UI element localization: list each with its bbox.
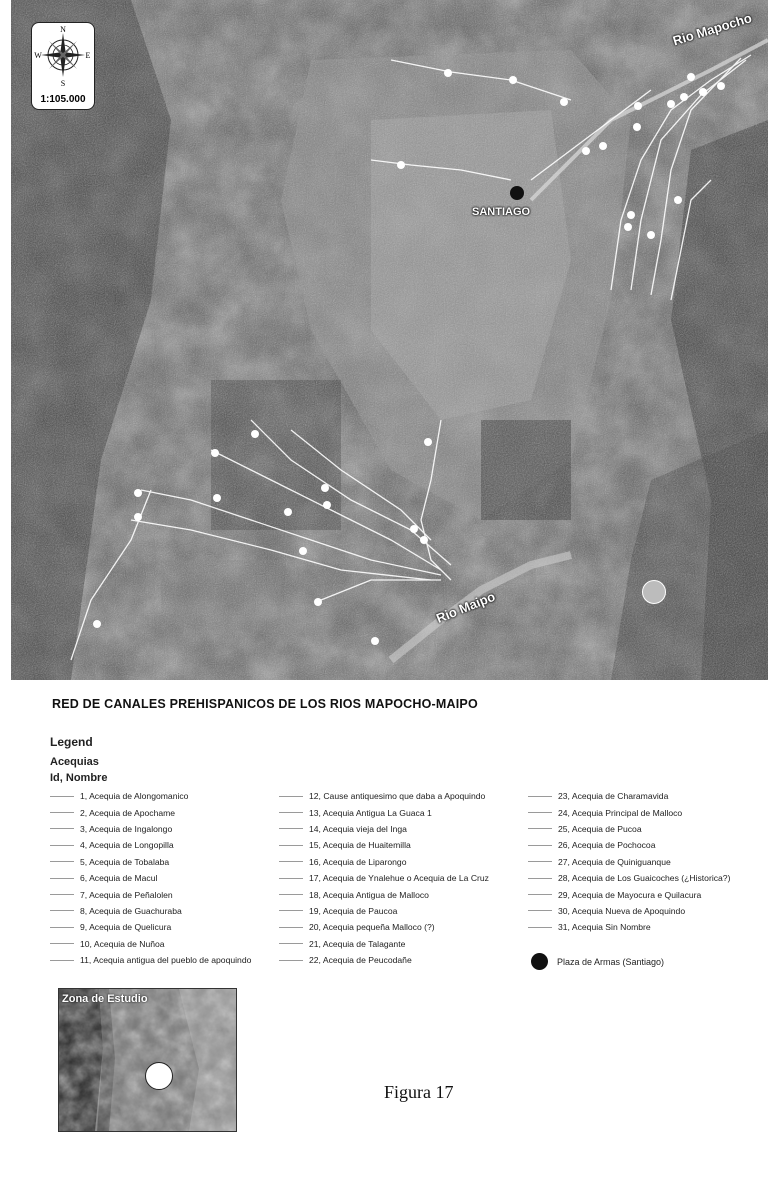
- line-swatch: [528, 861, 552, 862]
- line-swatch: [50, 878, 74, 879]
- legend-item: 20, Acequia pequeña Malloco (?): [279, 919, 529, 935]
- line-swatch: [528, 927, 552, 928]
- map-imagery: [11, 0, 768, 680]
- legend-item: 26, Acequia de Pochocoa: [528, 837, 758, 853]
- line-swatch: [279, 812, 303, 813]
- line-swatch: [279, 910, 303, 911]
- legend-item: 21, Acequia de Talagante: [279, 936, 529, 952]
- map-title: RED DE CANALES PREHISPANICOS DE LOS RIOS MAPOCHO-MAIPO: [52, 697, 478, 711]
- legend-column-2: [279, 788, 529, 968]
- inset-imagery: [59, 989, 236, 1131]
- inset-study-zone: [58, 988, 237, 1132]
- legend-item: 30, Acequia Nueva de Apoquindo: [528, 903, 758, 919]
- line-swatch: [528, 894, 552, 895]
- svg-text:E: E: [85, 51, 91, 60]
- line-swatch: [279, 845, 303, 846]
- line-swatch: [528, 910, 552, 911]
- line-swatch: [279, 796, 303, 797]
- legend-subheading: Acequias: [50, 756, 99, 768]
- legend-item: 16, Acequia de Liparongo: [279, 854, 529, 870]
- plaza-dot-icon: [531, 953, 548, 970]
- line-swatch: [528, 812, 552, 813]
- legend-item: 18, Acequia Antigua de Malloco: [279, 886, 529, 902]
- line-swatch: [528, 796, 552, 797]
- legend-item: 27, Acequia de Quiniguanque: [528, 854, 758, 870]
- legend-column-1: [50, 788, 280, 968]
- line-swatch: [279, 861, 303, 862]
- legend-item: 4, Acequia de Longopilla: [50, 837, 280, 853]
- line-swatch: [279, 927, 303, 928]
- legend-item: 9, Acequia de Quelicura: [50, 919, 280, 935]
- legend-item: 23, Acequia de Charamavida: [528, 788, 758, 804]
- line-swatch: [279, 943, 303, 944]
- line-swatch: [50, 828, 74, 829]
- compass-icon: [35, 25, 91, 87]
- line-swatch: [50, 943, 74, 944]
- line-swatch: [528, 845, 552, 846]
- legend-item: 6, Acequia de Macul: [50, 870, 280, 886]
- legend-item: 11, Acequia antigua del pueblo de apoquindo: [50, 952, 280, 968]
- legend-item: 31, Acequia Sin Nombre: [528, 919, 758, 935]
- legend-item: 14, Acequia vieja del Inga: [279, 821, 529, 837]
- legend-item: 12, Cause antiquesimo que daba a Apoquindo: [279, 788, 529, 804]
- legend-item: 17, Acequia de Ynalehue o Acequia de La Cruz: [279, 870, 529, 886]
- legend-item: 19, Acequia de Paucoa: [279, 903, 529, 919]
- legend-column-3: [528, 788, 758, 936]
- inset-label: Zona de Estudio: [62, 993, 148, 1005]
- line-swatch: [528, 828, 552, 829]
- svg-text:W: W: [34, 51, 42, 60]
- legend-plaza: Plaza de Armas (Santiago): [531, 953, 664, 970]
- legend-item: 10, Acequia de Nuñoa: [50, 936, 280, 952]
- legend-item: 25, Acequia de Pucoa: [528, 821, 758, 837]
- legend-fields: Id, Nombre: [50, 772, 108, 784]
- legend-item: 24, Acequia Principal de Malloco: [528, 804, 758, 820]
- compass-rose: [31, 22, 95, 110]
- legend-item: 2, Acequia de Apochame: [50, 804, 280, 820]
- line-swatch: [50, 894, 74, 895]
- line-swatch: [50, 927, 74, 928]
- line-swatch: [50, 910, 74, 911]
- line-swatch: [50, 960, 74, 961]
- line-swatch: [50, 845, 74, 846]
- legend-item: 28, Acequia de Los Guaicoches (¿Historica?): [528, 870, 758, 886]
- study-area-marker: [642, 580, 666, 604]
- legend-item: 5, Acequia de Tobalaba: [50, 854, 280, 870]
- label-rio-mapocho: Rio Mapocho: [671, 10, 754, 49]
- legend-item: 3, Acequia de Ingalongo: [50, 821, 280, 837]
- inset-study-marker: [145, 1062, 173, 1090]
- plaza-de-armas-marker: [510, 186, 524, 200]
- legend-item: 15, Acequia de Huaitemilla: [279, 837, 529, 853]
- line-swatch: [50, 796, 74, 797]
- line-swatch: [279, 894, 303, 895]
- label-santiago: SANTIAGO: [472, 206, 531, 218]
- legend-item: 1, Acequia de Alongomanico: [50, 788, 280, 804]
- line-swatch: [528, 878, 552, 879]
- svg-text:N: N: [60, 25, 66, 34]
- legend-item: 13, Acequia Antigua La Guaca 1: [279, 804, 529, 820]
- label-rio-maipo: Rio Maipo: [434, 588, 498, 626]
- legend-heading: Legend: [50, 735, 93, 749]
- svg-text:S: S: [60, 79, 66, 88]
- legend-item: 7, Acequia de Peñalolen: [50, 886, 280, 902]
- map-scale: 1:105.000: [40, 94, 86, 105]
- legend-item: 8, Acequia de Guachuraba: [50, 903, 280, 919]
- line-swatch: [50, 861, 74, 862]
- legend-item: 29, Acequia de Mayocura e Quilacura: [528, 886, 758, 902]
- line-swatch: [50, 812, 74, 813]
- legend-item: 22, Acequia de Peucodañe: [279, 952, 529, 968]
- figure-caption: Figura 17: [384, 1082, 454, 1102]
- line-swatch: [279, 828, 303, 829]
- line-swatch: [279, 960, 303, 961]
- line-swatch: [279, 878, 303, 879]
- satellite-map: [11, 0, 768, 680]
